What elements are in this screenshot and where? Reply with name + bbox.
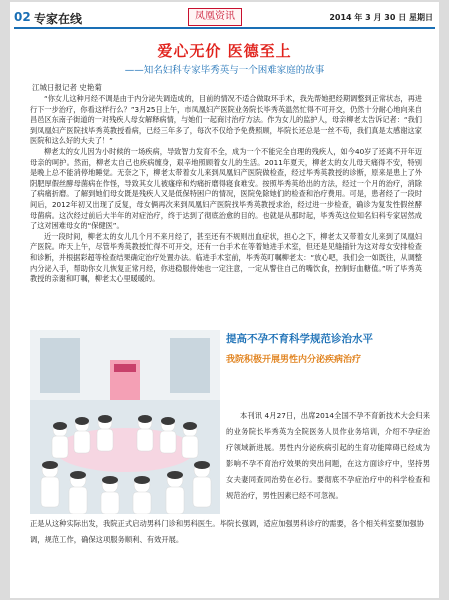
section-title: 专家在线 [34,12,83,26]
bottom-paragraph: 正是从这种实际出发，我院正式启动男科门诊和男科医生。毕院长强调，适应加强男科诊疗的需要，各个相关科室要加强协调，规范工作，确保这项服务顺利、有效开展。 [30,519,425,544]
article-byline: 江城日报记者 史艳菊 [32,83,102,92]
article-body [30,94,422,285]
article-subtitle: ——知名妇科专家毕秀英与一个困难家庭的故事 [124,65,325,76]
header-rule [14,27,435,29]
page-header [10,8,439,28]
bottom-body [30,516,425,548]
newspaper-page [10,2,439,598]
issue-date: 2014 年 3 月 30 日 星期日 [329,13,433,22]
article-paragraph: “你女儿这种月经不调是由于内分泌失调造成的，目前的情况不适合做取环手术，我先帮她把经期调整到正常状态，再进行下一步治疗，你看这样行么？”3月25日上午，市凤凰妇产医院业务院长毕秀英温然忙得不可开交，仍然十分耐心地向来自昌邑区东南子街道的一对残疾人母女解释病情，与她们一起商讨治疗方法。作为女儿的监护人，母亲柳老太告诉记者：“我们到凤凰妇产医院找毕秀英教授看病，已经三年多了，每次不仅给予免费照顾，毕院长还总是一丝不苟，我们真是太感谢这家医院和这么好的大夫了！” [30,94,422,146]
page-number: 02 [14,10,31,24]
sidebar-paragraph: 本刊讯 4月27日，出席2014全国不孕不育新技术大会归来的业务院长毕秀英为全院医务人员作业务培训，介绍不孕症治疗领域新进展。男性内分泌疾病引起的生育功能障碍已经成为影响不孕不育治疗效果的突出问题，在这方面诊疗中，坚持男女夫妻同查同治势在必行。要彻底不孕症治疗中的科学检查和规范治疗，男性因素已经不可忽视。 [226,411,430,500]
article-paragraph: 柳老太的女儿因为小时候的一场疾病，导致智力发育不全，成为一个不能完全自理的残疾人，如今40岁了还离不开年迈母亲的呵护。然而，柳老太自己也疾病缠身，艰辛地照顾着女儿的生活。2011年夏天，柳老太的女儿母天痛得不安，特别是晚上总不能消停地睡觉。无奈之下，柳老太带着女儿来到凤凰妇产医院做检查，经过毕秀英教授的诊断，原来是患上了外阴肥厚假丝酵母菌病在作怪，导致其女儿被瘙痒和灼痛折磨得寝食难安。按照毕秀英给出的方法，经过一个月的治疗，消除了病痛折磨。了解到她们母女既是残疾人又是低保特困户的情况，医院免除她们的检查和治疗费用。可是，患者经了一段时间后，2012年初又出现了反复，母女俩再次来到凤凰妇产医院找毕秀英教授求治，经过进一步检查，确诊为复发性假丝酵母菌病。这次经过前后大半年的对症治疗，终于达到了彻底治愈的目的。也就是从那时起，毕秀英这位知名妇科专家居然成了这对困难母女的“保健医”。 [30,146,422,231]
sidebar-title: 提高不孕不育科学规范诊治水平 [226,333,373,345]
sidebar-body [226,408,430,504]
sidebar-subtitle: 我院积极开展男性内分泌疾病治疗 [226,355,362,365]
newspaper-logo: 凤凰资讯 [188,8,242,26]
meeting-photo-illustration [30,330,220,514]
article-title: 爱心无价 医德至上 [157,42,292,60]
article-paragraph: 近一段时间，柳老太的女儿几个月不来月经了，甚至还有不规则出血症状，担心之下，柳老太又带着女儿来到了凤凰妇产医院。昨天上午，尽管毕秀英教授忙得不可开交，还有一台手术在等着她进手术室，但还是见缝插针为这对母女安排检查和诊断，并根据彩超等检查结果确定治疗处置办法。临进手术室前，毕秀英叮嘱柳老太：“放心吧，我们会一如既往，从调整内分泌入手，帮助你女儿恢复正常月经，你进稳服侍她也一定注意，一定从警住自己的嘴饮食，控制好血糖值。”听了毕秀英教授的亲谢和叮嘱，柳老太心里暖暖的。 [30,231,422,284]
training-photo [30,330,220,514]
